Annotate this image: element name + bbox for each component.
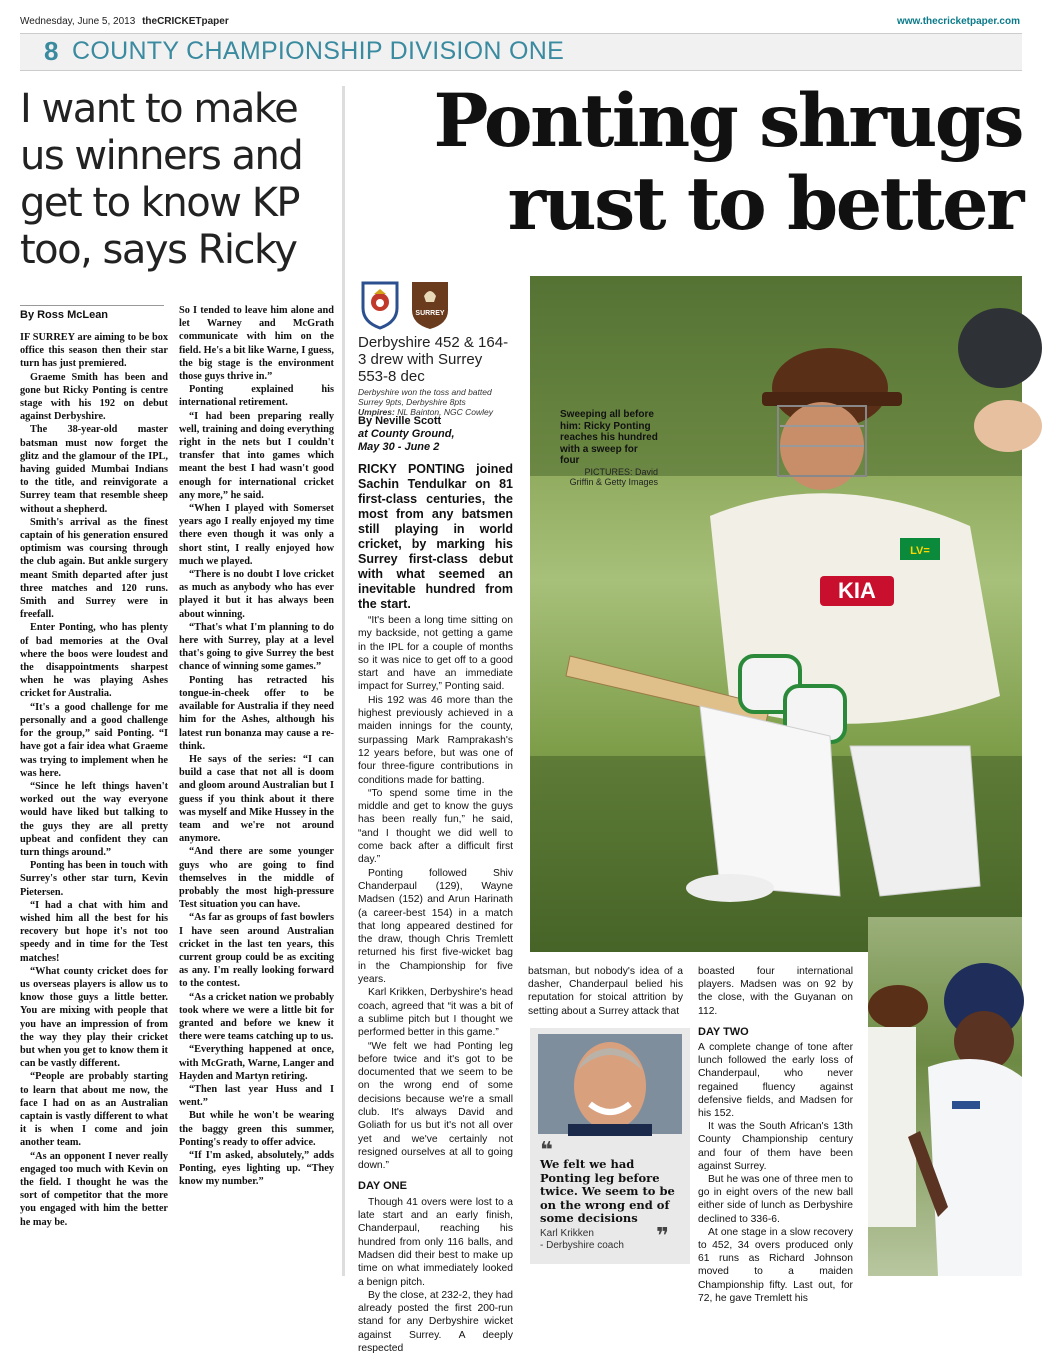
krikken-portrait [538, 1034, 682, 1134]
subheading: DAY ONE [358, 1180, 407, 1193]
paragraph: The 38-year-old master batsman must now forget the glitz and the glamour of the IPL, having guided Mumbai Indians to the title, and reinvigorate a Surrey team that resemble sheep without a shepherd. [20, 424, 168, 515]
paragraph: “When I played with Somerset years ago I really enjoyed my time there even though it was only a short stint, I really enjoyed how much we played. [179, 503, 334, 567]
paragraph: “It's a good challenge for me personally and a good challenge for the group,” said Ponting. “I have got a fair idea what Graeme was trying to implement when he was here. [20, 701, 168, 779]
side-column-1 [20, 331, 168, 1229]
match-location: at County Ground, [358, 428, 455, 440]
paragraph: “Since he left things haven't worked out the way everyone would have liked but talking to the guys they are all pretty upbeat and confident they can turn things around.” [20, 780, 168, 858]
paragraph: “There is no doubt I love cricket as much as anybody who has ever played it but it has always been about winning. [179, 569, 334, 620]
derbyshire-crest-icon [360, 280, 400, 330]
paragraph: “That's what I'm planning to do here with Surrey, play at a level that's going to give Surrey the best chance of winning some games.” [179, 621, 334, 673]
umpires-text: NL Bainton, NGC Cowley [397, 407, 493, 417]
caption-credit: PICTURES: David Griffin & Getty Images [569, 466, 658, 487]
section-title: COUNTY CHAMPIONSHIP DIVISION ONE [72, 37, 565, 65]
paragraph: “As an opponent I never really engaged too much with Kevin on the field. I thought he was the sort of competitor that the more you engaged with him the better he may be. [20, 1150, 168, 1228]
paragraph: “Everything happened at once, with McGrath, Warne, Langer and Hayden and Martyn retiring. [179, 1044, 334, 1082]
main-column-3 [698, 965, 853, 1305]
umpires-label: Umpires: [358, 407, 395, 417]
paragraph: He says of the series: “I can build a case that not all is doom and gloom around Australian but I guess if you think about it there was myself and Mike Hussey in the team and we're not around anymore. [179, 753, 334, 845]
paragraph: Smith's arrival as the finest captain of his generation ensured optimism was coursing through the club again. But ankle surgery meant Smith departed after just three matches and 120 runs. Smith and Surrey were in freefall. [20, 516, 168, 621]
top-bar [20, 16, 1020, 32]
site-url[interactable]: www.thecricketpaper.com [896, 16, 1020, 27]
section-bar [20, 33, 1022, 71]
paragraph: But he was one of three men to go in eight overs of the new ball either side of lunch as Derbyshire declined to 336-6. [698, 1174, 853, 1225]
paragraph: It was the South African's 13th County Championship century and four of them have been against Surrey. [698, 1121, 853, 1172]
surrey-crest-icon [410, 280, 450, 330]
paragraph: Graeme Smith has been and gone but Ricky Ponting is centre stage with his 192 on debut against Derbyshire. [20, 371, 168, 423]
match-score: Derbyshire 452 & 164-3 drew with Surrey 553-8 dec [358, 334, 509, 385]
quote-role: - Derbyshire coach [540, 1240, 624, 1251]
paragraph: “We felt we had Ponting leg before twice and it's got to be documented that we seem to be on the wrong end of some decisions because we're a small club. It's always David and Goliath for us but it's not all over yet and we've certainly not resigned ourselves at all to going down.” [358, 1040, 513, 1172]
batsman-illustration [530, 276, 1022, 952]
lead-paragraph: RICKY PONTING joined Sachin Tendulkar on 81 first-class centuries, the most from any batsmen still playing in world cricket, by marking his Surrey first-class debut with what seemed an inevitable hundred from the start. [358, 462, 513, 611]
paragraph: Ponting explained his international retirement. [179, 384, 334, 409]
page-number: 8 [44, 36, 59, 66]
paragraph: “As far as groups of fast bowlers I have seen around Australian cricket in the last ten years, this current group could be as exciting as any. I'm really looking forward to the contest. [179, 912, 334, 990]
main-byline [358, 415, 516, 454]
issue-date [20, 16, 229, 27]
club-badges [360, 280, 500, 330]
paragraph: “I had been preparing really well, training and doing everything right in the nets but I couldn't transfer that into games which meant the best I had wasn't good enough for international cricket any more,” he said. [179, 410, 334, 501]
chanderpaul-photo [868, 917, 1022, 1276]
date-text: Wednesday, June 5, 2013 [20, 16, 136, 27]
paragraph: But while he won't be wearing the baggy green this summer, Ponting's ready to offer advice. [179, 1110, 334, 1148]
main-column-1 [358, 462, 513, 1355]
subheading: DAY TWO [698, 1025, 749, 1038]
match-details [358, 387, 516, 417]
headline-line-1: Ponting shrugs [433, 78, 1022, 164]
paragraph: “If I'm asked, absolutely,” adds Ponting, eyes lighting up. “They know my number.” [179, 1150, 334, 1188]
paragraph: By the close, at 232-2, they had already posted the first 200-run stand for any Derbyshire wicket against Surrey. A deeply respected [358, 1289, 513, 1355]
paragraph: Ponting has retracted his tongue-in-cheek offer to be available for Australia if they need him for the Ashes, although his latest run bonanza may cause a re-think. [179, 674, 334, 752]
toss-text: Derbyshire won the toss and batted Surrey 9pts, Derbyshire 8pts [358, 387, 492, 407]
paragraph: “As a cricket nation we probably took where we were a little bit for granted and before we knew it there were teams catching up to us. [179, 991, 334, 1043]
column-divider [342, 86, 345, 1276]
paragraph: “What county cricket does for us overseas players is allow us to know those guys a little better. You are mixing with people that you have an impression of from the way they play their cricket but when you get to know them it can be vastly different. [20, 965, 168, 1070]
paragraph: batsman, but nobody's idea of a dasher, Chanderpaul belied his reputation for stoical attrition by setting about a Surrey attack that [528, 966, 683, 1017]
match-dates: May 30 - June 2 [358, 441, 440, 453]
paragraph: Ponting followed Shiv Chanderpaul (129), Wayne Madsen (152) and Arun Harinath (a career-best 154) in a match that long appeared destined for the draw, though Chris Tremlett returned his first five-wicket bag in the Championship for five years. [358, 867, 513, 986]
shirt-sponsor-text: KIA [838, 578, 876, 603]
headline-line-2: rust to better [507, 161, 1022, 247]
photo-caption [560, 409, 658, 487]
ponting-sweep-photo [530, 276, 1022, 952]
paragraph: His 192 was 46 more than the highest previously achieved in a maiden innings for the county, surpassing Mark Ramprakash's 12 years before, but was one of four three-figure contributions in conditions made for batting. [358, 694, 513, 786]
pull-quote-attribution [540, 1228, 660, 1252]
paragraph: IF SURREY are aiming to be box office this season then their star turn has just premiered. [20, 332, 168, 370]
paragraph: So I tended to leave him alone and let Warney and McGrath communicate with him on the field. He's a bit like Warne, I guess, the big stage is the environment those guys thrive in.” [179, 305, 334, 383]
main-headline [352, 80, 1022, 246]
paragraph: boasted four international players. Madsen was on 92 by the close, with the Guyanan on 112. [698, 966, 853, 1017]
paragraph: Ponting has been in touch with Surrey's other star turn, Kevin Pietersen. [20, 860, 168, 898]
paragraph: “And there are some younger guys who are going to find themselves in the middle of probably the most high-pressure Test situation you can have. [179, 846, 334, 911]
masthead-brand: theCRICKETpaper [142, 16, 229, 27]
paragraph: A complete change of tone after lunch followed the early loss of Chanderpaul, who never regained fluency against defensive fields, and Madsen for his 152. [698, 1042, 853, 1120]
paragraph: “People are probably starting to learn that about me now, the face I had on as an Australian captain is vastly different to what it is when I come and join another team. [20, 1071, 168, 1149]
close-quote-icon: ❞ [656, 1224, 669, 1249]
caption-title: Sweeping all before him: Ricky Ponting reaches his hundred with a sweep for four [560, 409, 658, 466]
side-headline: I want to make us winners and get to know KP too, says Ricky [20, 86, 303, 273]
paragraph: Though 41 overs were lost to a late start and an early finish, Chanderpaul, reaching his hundred from only 116 balls, and Madsen did their best to make up time on what immediately looked a benign pitch. [358, 1196, 513, 1288]
main-author: By Neville Scott [358, 415, 442, 427]
quote-speaker: Karl Krikken [540, 1228, 594, 1239]
paragraph: “To spend some time in the middle and get to know the guys has been really fun,” he said, “and I thought we did well to come back after a difficult first day.” [358, 787, 513, 866]
paragraph: “It's been a long time sitting on my backside, not getting a game in the IPL for a couple of months so it was nice to get off to a good start and have an immediate impact for Surrey,” Ponting said. [358, 615, 513, 693]
pull-quote-text: We felt we had Ponting leg before twice. We seem to be on the wrong end of some decisions [540, 1157, 675, 1225]
fielder-illustration [868, 917, 1022, 1276]
shirt-badge-text: LV= [910, 545, 930, 557]
main-column-2 [528, 965, 683, 1018]
coach-face-illustration [538, 1034, 682, 1134]
surrey-badge-text: SURREY [415, 310, 445, 317]
paragraph: Karl Krikken, Derbyshire's head coach, agreed that “it was a bit of a sublime pitch but I thought we performed better in this game.” [358, 987, 513, 1039]
paragraph: “Then last year Huss and I went.” [179, 1083, 334, 1109]
paragraph: At one stage in a slow recovery to 452, 34 overs produced only 61 runs as Richard Johnson moved to a maiden Championship fifty. Last out, for 72, he gave Tremlett his [698, 1226, 853, 1304]
side-byline: By Ross McLean [20, 305, 164, 321]
paragraph: Enter Ponting, who has plenty of bad memories at the Oval where the boos were loudest and the disappointments sharpest when he was playing Ashes cricket for Australia. [20, 622, 168, 700]
main-column-1-body [358, 614, 513, 1355]
paragraph: “I had a chat with him and wished him all the best for his recovery but hope it's not too speedy and in time for the Test matches! [20, 899, 168, 964]
open-quote-icon: ❝ [540, 1138, 553, 1163]
side-column-2 [179, 304, 334, 1189]
